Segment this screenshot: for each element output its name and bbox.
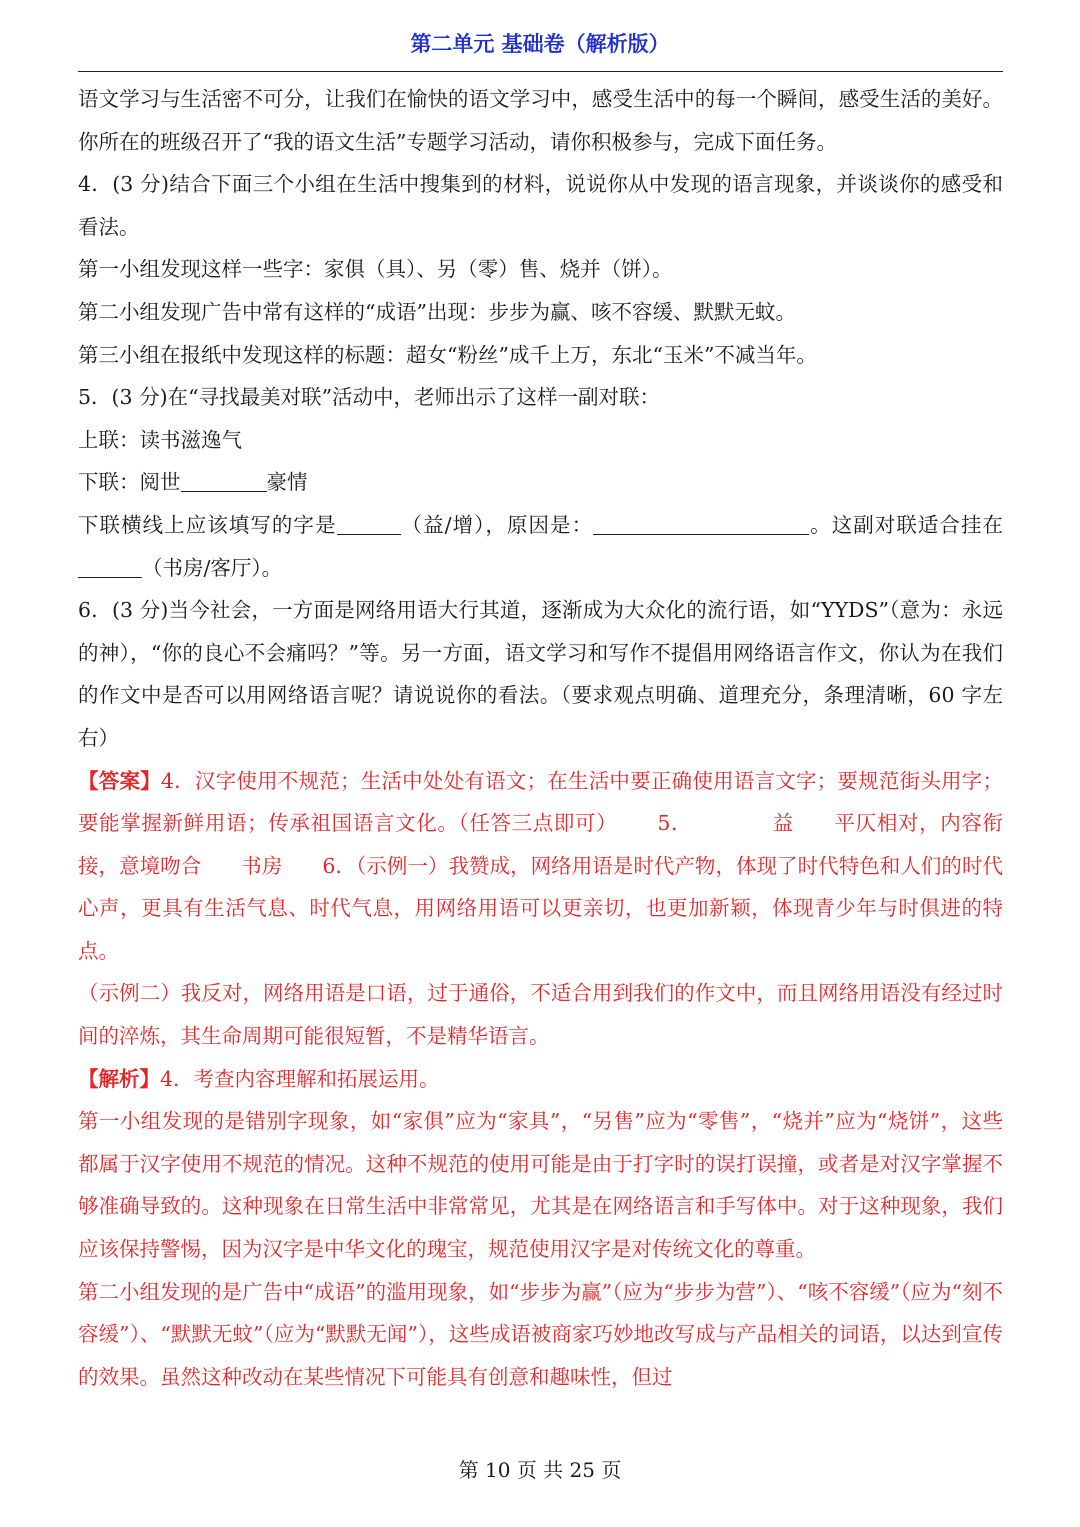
analysis-intro-text: 4．考查内容理解和拓展运用。: [160, 1066, 440, 1091]
document-body: [78, 78, 1003, 1398]
fill-text-2: （益/增），原因是：: [400, 512, 594, 537]
header-divider: [78, 71, 1003, 72]
answer-5-word: 益: [772, 811, 794, 836]
answer-5-number: 5．: [657, 811, 693, 836]
intro-paragraph: 语文学习与生活密不可分，让我们在愉快的语文学习中，感受生活中的每一个瞬间，感受生活的美好。你所在的班级召开了“我的语文生活”专题学习活动，请你积极参与，完成下面任务。: [78, 87, 1003, 154]
analysis-tag: 【解析】: [78, 1066, 160, 1091]
question-4-group1: 第一小组发现这样一些字：家俱（具）、另（零）售、烧并（饼）。: [78, 257, 673, 282]
fill-blank-char: [337, 512, 401, 535]
analysis-paragraph-1: 第一小组发现的是错别字现象，如“家俱”应为“家具”，“另售”应为“零售”，“烧并”应为“烧饼”，这些都属于汉字使用不规范的情况。这种不规范的使用可能是由于打字时的误打误撞，或者是对汉字掌握不够准确导致的。这种现象在日常生活中非常常见，尤其是在网络语言和手写体中。对于这种现象，我们应该保持警惕，因为汉字是中华文化的瑰宝，规范使用汉字是对传统文化的尊重。: [78, 1109, 1003, 1262]
fill-blank-reason: [593, 512, 809, 535]
answer-6-example-2: （示例二）我反对，网络用语是口语，过于通俗，不适合用到我们的作文中，而且网络用语没有经过时间的淬炼，其生命周期可能很短暂，不是精华语言。: [78, 981, 1003, 1049]
answer-5-reason: 平仄相对，内容衔接，意境吻合: [78, 811, 1004, 878]
question-5-stem: 5．(3 分)在“寻找最美对联”活动中，老师出示了这样一副对联：: [78, 385, 661, 410]
page-number: 第 10 页 共 25 页: [458, 1458, 622, 1482]
question-5-fill: [78, 504, 1003, 589]
fill-blank-room: [78, 555, 142, 578]
answer-5-room: 书房: [241, 853, 283, 878]
couplet-lower-post: 豪情: [266, 470, 308, 495]
couplet-blank: [181, 469, 267, 492]
question-4-stem: 4．(3 分)结合下面三个小组在生活中搜集到的材料，说说你从中发现的语言现象，并谈谈你的感受和看法。: [78, 172, 1003, 239]
answer-tag: 【答案】: [78, 768, 161, 793]
question-4-group3: 第三小组在报纸中发现这样的标题：超女“粉丝”成千上万，东北“玉米”不减当年。: [78, 342, 817, 367]
question-6-stem: 6．(3 分)当今社会，一方面是网络用语大行其道，逐渐成为大众化的流行语，如“YYDS”（意为：永远的神），“你的良心不会痛吗？”等。另一方面，语文学习和写作不提倡用网络语言作文，你认为在我们的作文中是否可以用网络语言呢？请说说你的看法。（要求观点明确、道理充分，条理清晰，60 字左右）: [78, 598, 1003, 750]
answer-6: 6．（示例一）我赞成，网络用语是时代产物，体现了时代特色和人们的时代心声，更具有生活气息、时代气息，用网络用语可以更亲切，也更加新颖，体现青少年与时俱进的特点。: [78, 853, 1004, 963]
analysis-intro: [78, 1058, 1003, 1101]
analysis-paragraph-2: 第二小组发现的是广告中“成语”的滥用现象，如“步步为赢”（应为“步步为营”）、“咳不容缓”（应为“刻不容缓”）、“默默无蚊”（应为“默默无闻”），这些成语被商家巧妙地改写成与产品相关的词语，以达到宣传的效果。虽然这种改动在某些情况下可能具有创意和趣味性，但过: [78, 1279, 1003, 1389]
couplet-lower-pre: 下联：阅世: [78, 470, 181, 495]
fill-text-1: 下联横线上应该填写的字是: [78, 512, 337, 537]
page-header-title: 第二单元 基础卷（解析版）: [410, 31, 670, 56]
question-4-group2: 第二小组发现广告中常有这样的“成语”出现：步步为赢、咳不容缓、默默无蚊。: [78, 299, 796, 324]
answer-4: 4．汉字使用不规范；生活中处处有语文；在生活中要正确使用语言文字；要规范街头用字；要能掌握新鲜用语；传承祖国语言文化。（任答三点即可）: [78, 768, 1003, 836]
couplet-lower: [78, 461, 1003, 504]
answer-block: [78, 760, 1003, 973]
fill-text-4: （书房/客厅）。: [142, 555, 283, 580]
couplet-upper: 上联：读书滋逸气: [78, 427, 242, 452]
fill-text-3: 。这副对联适合挂在: [809, 512, 1004, 537]
